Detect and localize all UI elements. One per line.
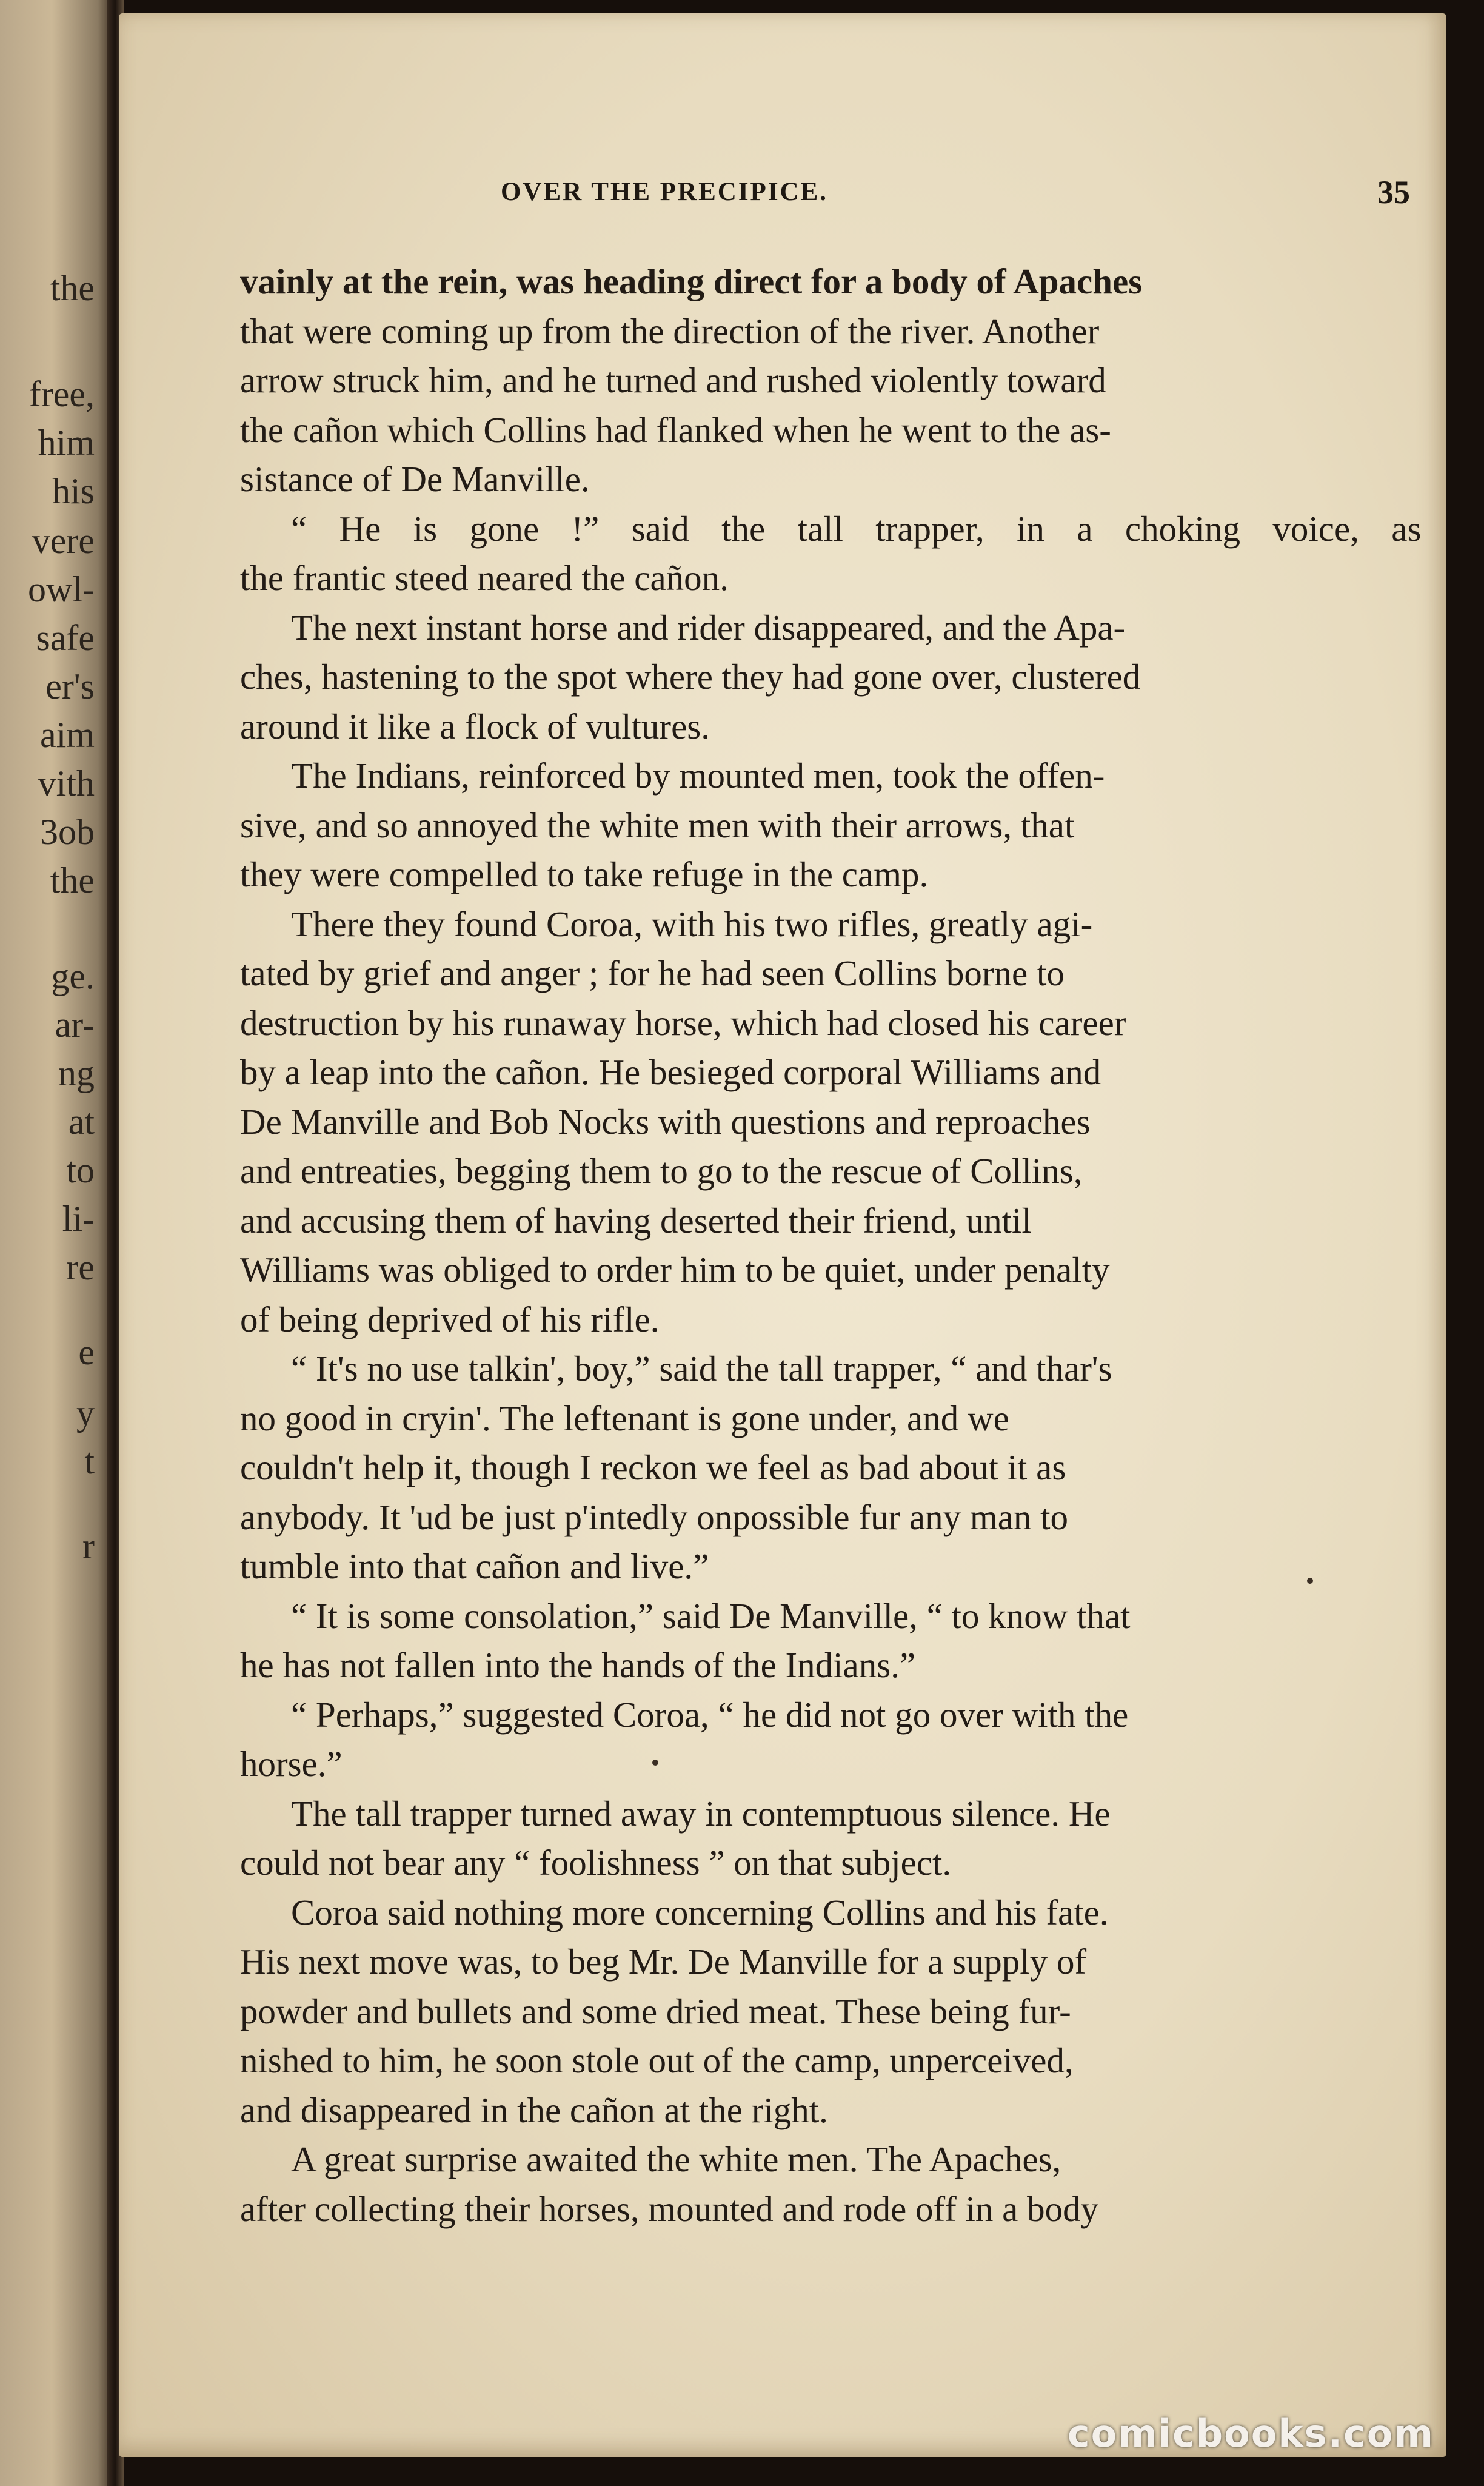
text-line: nished to him, he soon stole out of the camp, unperceived, [240,2040,1074,2080]
text-line: couldn't help it, though I reckon we feel as bad about it as [240,1447,1066,1487]
facing-page-fragment: the [50,860,95,900]
facing-page-fragment: 3ob [40,812,95,852]
text-line: the frantic steed neared the cañon. [240,558,729,598]
text-line: sistance of De Manville. [240,459,590,499]
text-line: the cañon which Collins had flanked when he went to the as- [240,409,1111,450]
text-line: horse.” [240,1744,343,1784]
text-line: vainly at the rein, was heading direct for a body of Apaches [240,261,1143,301]
text-line: powder and bullets and some dried meat. These being fur- [240,1991,1071,2031]
facing-page-fragment: him [38,423,95,463]
facing-page-fragment: e [78,1332,95,1372]
text-line: sive, and so annoyed the white men with their arrows, that [240,805,1075,845]
facing-page-fragment: his [52,471,95,511]
text-line: “ It is some consolation,” said De Manville, “ to know that [291,1595,1131,1636]
text-line: they were compelled to take refuge in the camp. [240,854,929,894]
text-line: A great surprise awaited the white men. The Apaches, [291,2139,1061,2179]
text-line: no good in cryin'. The leftenant is gone under, and we [240,1398,1009,1438]
facing-page-fragment: ge. [51,956,95,996]
text-line: The next instant horse and rider disappeared, and the Apa- [291,607,1126,648]
text-line: The Indians, reinforced by mounted men, took the offen- [291,756,1105,796]
text-line: destruction by his runaway horse, which had closed his career [240,1002,1126,1043]
speck [652,1760,658,1766]
running-title: OVER THE PRECIPICE. [501,178,829,206]
facing-page-fragment: re [66,1247,95,1287]
facing-page-fragment: li- [62,1199,95,1239]
facing-page-fragment: vith [38,763,95,803]
page-number: 35 [1377,174,1410,210]
text-line: and disappeared in the cañon at the right. [240,2089,828,2130]
facing-page-fragment: the [50,268,95,308]
text-line: by a leap into the cañon. He besieged corporal Williams and [240,1052,1101,1092]
text-line: arrow struck him, and he turned and rushed violently toward [240,360,1106,400]
facing-page-fragment: free, [28,374,95,414]
text-line: “ He is gone !” said the tall trapper, in a choking voice, as [291,508,1422,549]
text-line: he has not fallen into the hands of the Indians.” [240,1645,916,1685]
text-line: tumble into that cañon and live.” [240,1546,709,1586]
facing-page-fragment: er's [45,666,95,706]
text-line: “ Perhaps,” suggested Coroa, “ he did not go over with the [291,1694,1129,1735]
facing-page-fragment: ar- [55,1005,95,1045]
facing-page-fragment: safe [36,618,95,658]
book-page [119,13,1446,2457]
text-line: anybody. It 'ud be just p'intedly onpossible fur any man to [240,1496,1069,1537]
text-line: Williams was obliged to order him to be quiet, under penalty [240,1250,1110,1290]
text-line: “ It's no use talkin', boy,” said the tall trapper, “ and thar's [291,1349,1112,1389]
text-line: The tall trapper turned away in contemptuous silence. He [291,1793,1111,1834]
text-line: of being deprived of his rifle. [240,1299,660,1339]
watermark: comicbooks.com [1067,2411,1434,2456]
facing-page-fragment: r [82,1526,95,1566]
facing-page-fragment: vere [32,521,95,561]
text-line: De Manville and Bob Nocks with questions and reproaches [240,1101,1091,1142]
text-line: Coroa said nothing more concerning Collins and his fate. [291,1892,1109,1932]
text-line: There they found Coroa, with his two rifles, greatly agi- [291,903,1093,944]
text-line: and accusing them of having deserted their friend, until [240,1200,1032,1241]
text-line: could not bear any “ foolishness ” on that subject. [240,1843,952,1883]
text-line: and entreaties, begging them to go to the rescue of Collins, [240,1151,1083,1191]
facing-page-fragment: aim [40,715,95,755]
text-line: His next move was, to beg Mr. De Manville for a supply of [240,1942,1087,1982]
text-line: ches, hastening to the spot where they had gone over, clustered [240,657,1141,697]
text-line: around it like a flock of vultures. [240,706,710,746]
facing-page-fragment: at [68,1102,95,1142]
text-line: after collecting their horses, mounted and rode off in a body [240,2188,1099,2229]
facing-page-fragment: ng [58,1053,95,1093]
facing-page-fragment: y [76,1393,95,1433]
running-head [119,173,1446,216]
text-line: that were coming up from the direction of the river. Another [240,310,1100,351]
facing-page-fragment: to [66,1150,95,1190]
facing-page-fragment: owl- [28,569,95,609]
facing-page-edge [0,0,115,2486]
text-line: tated by grief and anger ; for he had seen Collins borne to [240,953,1065,993]
speck [1307,1578,1313,1584]
facing-page-fragment: t [84,1441,95,1481]
